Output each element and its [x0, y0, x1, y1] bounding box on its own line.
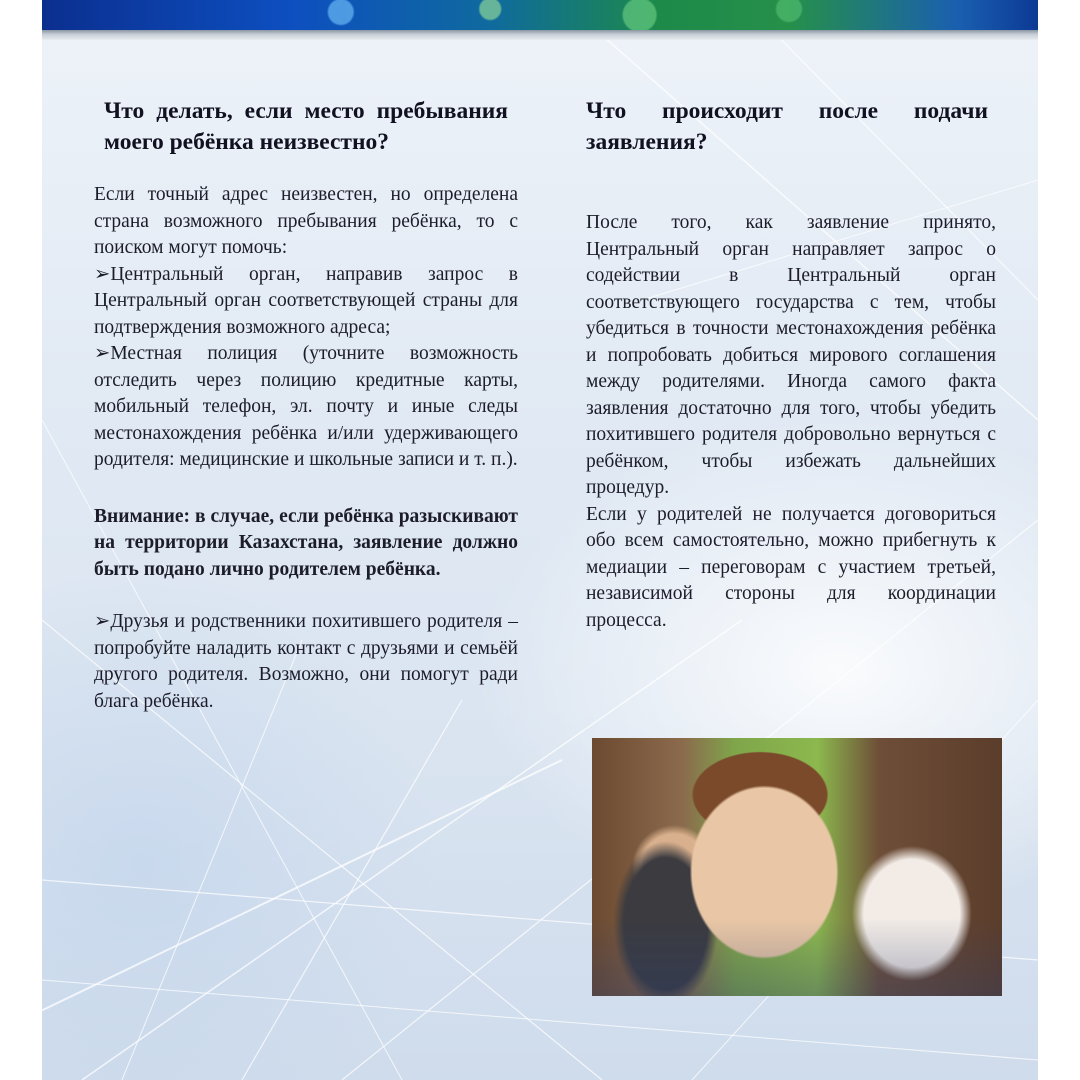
left-list-item-central-body: ➢Центральный орган, направив запрос в Центральный орган соответствующей страны для подтверждения возможного адреса; — [94, 263, 518, 338]
banner-edge — [42, 30, 1038, 40]
left-list-item-friends: ➢Друзья и родственники похитившего родителя – попробуйте наладить контакт с друзьями и семьёй другого родителя. Возможно, они помогут ради блага ребёнка. — [94, 611, 518, 712]
right-paragraph-mediation: Если у родителей не получается договориться обо всем самостоятельно, можно прибегнуть к медиации – переговорам с участием третьей, независимой стороны для координации процесса. — [586, 503, 996, 631]
left-list-item-police: ➢Местная полиция (уточните возможность отследить через полицию кредитные карты, мобильный телефон, эл. почту и иные следы местонахождения ребёнка и/или удерживающего родителя: медицинские и школьные записи и т. п.). — [94, 343, 518, 470]
spacer — [94, 583, 518, 609]
document-page — [42, 0, 1038, 1080]
right-paragraph-after-application: После того, как заявление принято, Центральный орган направляет запрос о содействии в Центральный орган соответствующего государства с тем, чтобы убедиться в точности местонахождения ребёнка и попробовать добиться мирового соглашения между родителями. Иногда самого факта заявления достаточно для того, чтобы убедить похитившего родителя добровольно вернуться с ребёнком, чтобы избежать дальнейших процедур. — [586, 212, 996, 498]
left-heading: Что делать, если место пребывания моего ребёнка неизвестно? — [104, 98, 508, 155]
left-intro-paragraph: Если точный адрес неизвестен, но определена страна возможного пребывания ребёнка, то с поиском могут помочь: — [94, 184, 518, 258]
warning-paragraph: Внимание: в случае, если ребёнка разыскивают на территории Казахстана, заявление должно быть подано лично родителем ребёнка. — [94, 505, 518, 580]
photo-shade — [592, 738, 1002, 996]
top-banner — [42, 0, 1038, 30]
right-heading: Что происходит после подачи заявления? — [586, 98, 988, 155]
child-photo — [592, 738, 1002, 996]
right-column — [586, 96, 996, 634]
left-column — [94, 96, 518, 715]
